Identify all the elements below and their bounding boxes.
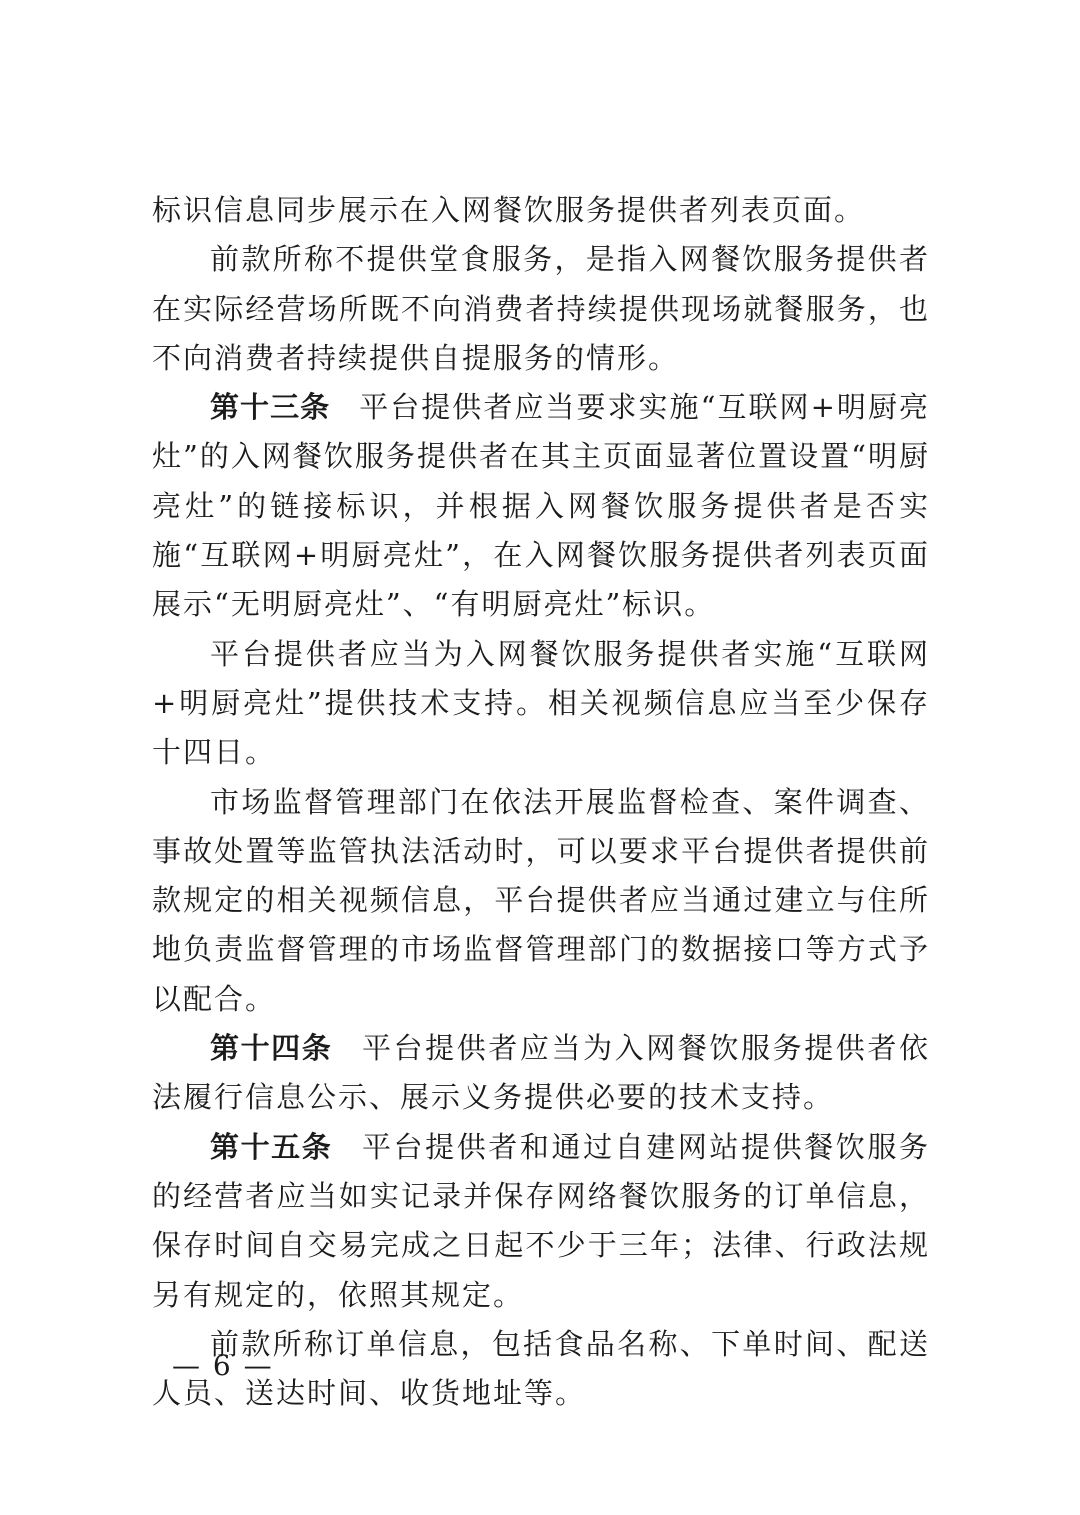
document-body	[152, 186, 930, 1418]
paragraph-text: 平台提供者应当为入网餐饮服务提供者依法履行信息公示、展示义务提供必要的技术支持。	[152, 1031, 930, 1115]
page-number: — 6 —	[172, 1349, 274, 1382]
article-13	[152, 383, 930, 629]
paragraph-text: 标识信息同步展示在入网餐饮服务提供者列表页面。	[152, 193, 866, 227]
paragraph-continued	[152, 186, 930, 235]
paragraph	[152, 778, 930, 1024]
paragraph-text: 平台提供者应当要求实施“互联网+明厨亮灶”的入网餐饮服务提供者在其主页面显著位置设置“明厨亮灶”的链接标识，并根据入网餐饮服务提供者是否实施“互联网+明厨亮灶”，在入网餐饮服务提供者列表页面展示“无明厨亮灶”、“有明厨亮灶”标识。	[152, 390, 930, 622]
article-number: 第十三条	[210, 390, 331, 425]
paragraph-text: 平台提供者和通过自建网站提供餐饮服务的经营者应当如实记录并保存网络餐饮服务的订单信息，保存时间自交易完成之日起不少于三年；法律、行政法规另有规定的，依照其规定。	[152, 1129, 930, 1312]
paragraph-text: 市场监督管理部门在依法开展监督检查、案件调查、事故处置等监管执法活动时，可以要求平台提供者提供前款规定的相关视频信息，平台提供者应当通过建立与住所地负责监督管理的市场监督管理部门的数据接口等方式予以配合。	[152, 784, 930, 1016]
paragraph-text: 前款所称不提供堂食服务，是指入网餐饮服务提供者在实际经营场所既不向消费者持续提供现场就餐服务，也不向消费者持续提供自提服务的情形。	[152, 242, 930, 375]
article-15	[152, 1123, 930, 1320]
paragraph-text: 前款所称订单信息，包括食品名称、下单时间、配送人员、送达时间、收货地址等。	[152, 1326, 930, 1411]
article-number: 第十五条	[210, 1129, 333, 1164]
paragraph	[152, 630, 930, 778]
article-number: 第十四条	[210, 1031, 333, 1066]
paragraph-text: 平台提供者应当为入网餐饮服务提供者实施“互联网+明厨亮灶”提供技术支持。相关视频信息应当至少保存十四日。	[152, 636, 930, 770]
paragraph	[152, 235, 930, 383]
article-14	[152, 1024, 930, 1123]
